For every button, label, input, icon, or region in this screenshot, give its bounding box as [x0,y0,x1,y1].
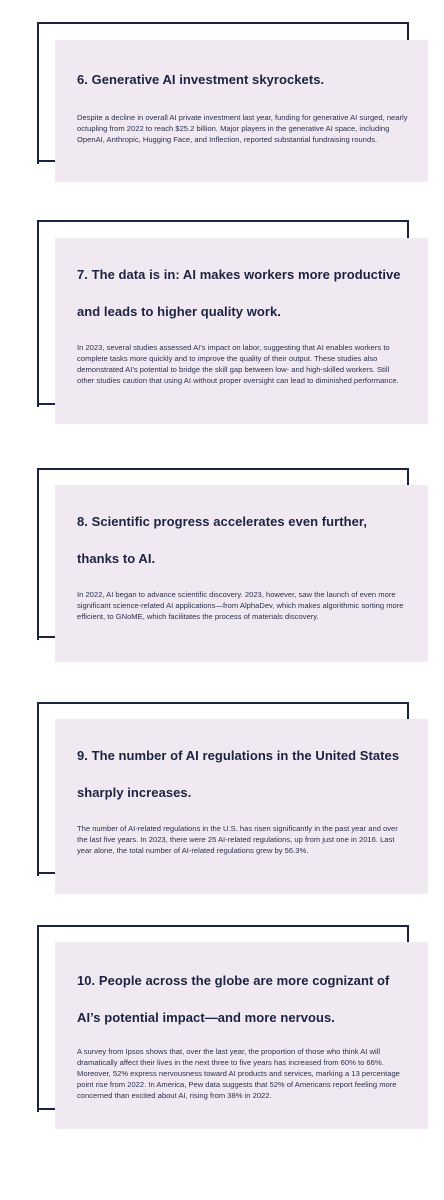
card-title: 8. Scientific progress accelerates even further, thanks to AI. [77,514,367,566]
card-body: In 2022, AI began to advance scientific discovery. 2023, however, saw the launch of even more significant science-related AI applications—from AlphaDev, which makes algorithmic sorting more efficient, to GNoME, which facilitates the process of materials discovery. [77,590,404,621]
card-title: 6. Generative AI investment skyrockets. [77,72,325,87]
card-frame-corner [37,636,55,638]
card-body: The number of AI-related regulations in the U.S. has risen significantly in the past year and over the last five years. In 2023, there were 25 AI-related regulations, up from just one in 2016. Last year alone, the total number of AI-related regulations grew by 56.3%. [77,824,398,855]
card-frame-corner [37,160,55,162]
card-frame-corner [37,1108,55,1110]
card-9 [55,719,428,894]
card-7 [55,238,428,424]
card-title: 9. The number of AI regulations in the United States sharply increases. [77,748,400,800]
card-frame-corner [37,872,55,874]
card-frame-corner [37,403,55,405]
card-body: In 2023, several studies assessed AI’s impact on labor, suggesting that AI enables workers to complete tasks more quickly and to improve the quality of their output. These studies also demonstrated AI’s potential to bridge the skill gap between low- and high-skilled workers. Still other studies caution that using AI without proper oversight can lead to diminished performance. [77,343,399,385]
card-title: 7. The data is in: AI makes workers more productive and leads to higher quality work. [77,267,401,319]
card-8 [55,485,428,662]
card-title: 10. People across the globe are more cognizant of AI’s potential impact—and more nervous. [77,973,390,1025]
card-10 [55,942,428,1129]
card-body: Despite a decline in overall AI private investment last year, funding for generative AI surged, nearly octupling from 2022 to reach $25.2 billion. Major players in the generative AI space, including OpenAI, Anthropic, Hugging Face, and Inflection, reported substantial fundraising rounds. [77,113,408,144]
card-6 [55,40,428,182]
card-body: A survey from Ipsos shows that, over the last year, the proportion of those who think AI will dramatically affect their lives in the next three to five years has increased from 60% to 66%. Moreover, 52% express nervousness toward AI products and services, marking a 13 percentage point rise from 2022. In America, Pew data suggests that 52% of Americans report feeling more concerned than excited about AI, rising from 38% in 2022. [77,1047,400,1100]
